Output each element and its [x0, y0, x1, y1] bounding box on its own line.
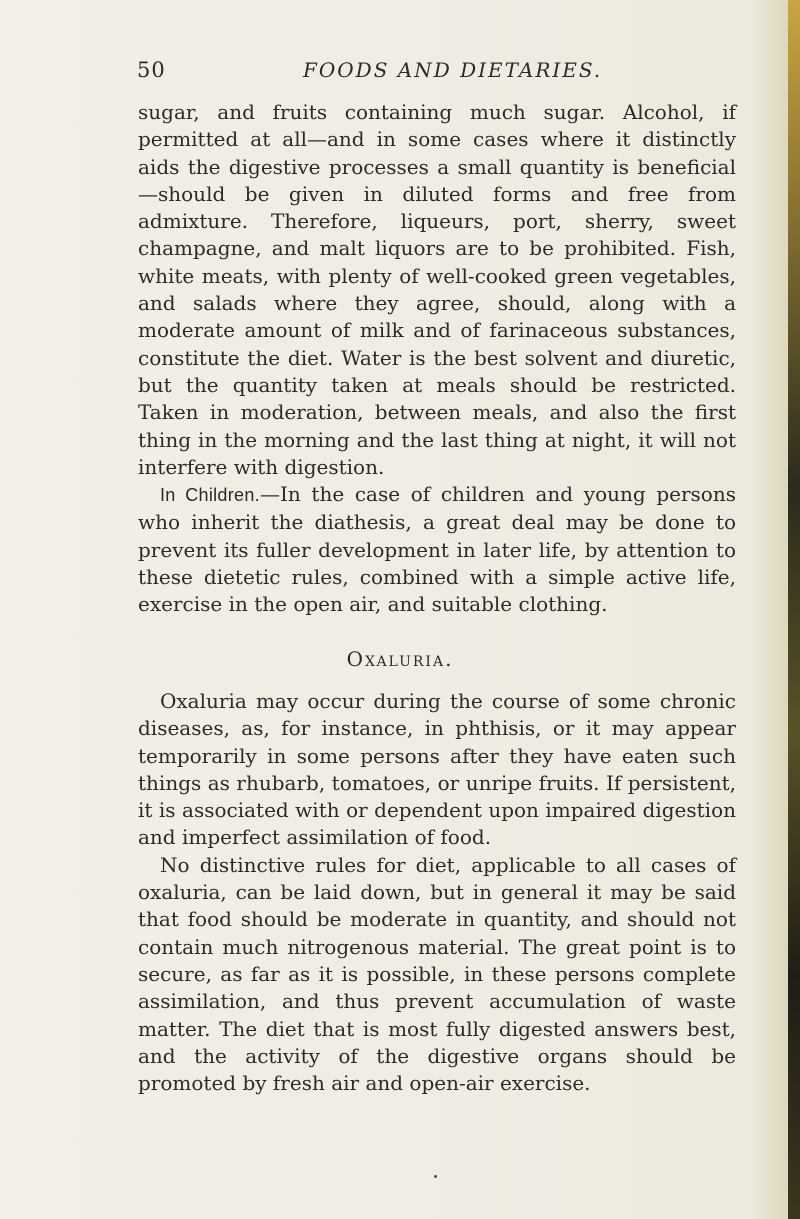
oxaluria-text — [138, 688, 736, 1097]
children-text: —In the case of children and young persons who inherit the diathesis, a great deal may be done to prevent its fuller development in later life, by attention to these dietetic rules, combined with a simple active life, exercise in the open air, and suitable clothing. — [138, 482, 736, 617]
oxaluria-paragraph-2: No distinctive rules for diet, applicable to all cases of oxaluria, can be laid down, but in general it may be said that food should be moderate in quantity, and should not contain much nitrogenous material. The great point is to secure, as far as it is possible, in these persons complete assimilation, and thus prevent accumulation of waste matter. The diet that is most fully digested answers best, and the activity of the digestive organs should be promoted by fresh air and open-air exercise. — [138, 852, 736, 1096]
oxaluria-heading — [0, 647, 800, 671]
children-paragraph — [138, 481, 736, 618]
children-subheading: In Children. — [160, 485, 260, 506]
page-header — [0, 58, 800, 88]
paper-speck — [434, 1175, 437, 1178]
page-number: 50 — [137, 58, 166, 82]
oxaluria-paragraph-1: Oxaluria may occur during the course of some chronic diseases, as, for instance, in phthisis, or it may appear temporarily in some persons after they have eaten such things as rhubarb, tomatoes, or unripe fruits. If persistent, it is associated with or dependent upon impaired digestion and imperfect assimilation of food. — [138, 689, 736, 850]
page-edge-shadow — [788, 0, 800, 1219]
continuation-paragraph: sugar, and fruits containing much sugar. Alcohol, if permitted at all—and in some cases where it distinctly aids the digestive processes a small quantity is beneficial—should be given in diluted forms and free from admixture. Therefore, liqueurs, port, sherry, sweet champagne, and malt liquors are to be prohibited. Fish, white meats, with plenty of well-cooked green vegetables, and salads where they agree, should, along with a moderate amount of milk and of farinaceous substances, constitute the diet. Water is the best solvent and diuretic, but the quantity taken at meals should be restricted. Taken in moderation, between meals, and also the first thing in the morning and the last thing at night, it will not interfere with digestion. — [138, 100, 736, 479]
running-title: FOODS AND DIETARIES. — [303, 58, 603, 82]
oxaluria-heading-text: Oxaluria. — [346, 647, 454, 671]
gout-diet-text — [138, 99, 736, 619]
